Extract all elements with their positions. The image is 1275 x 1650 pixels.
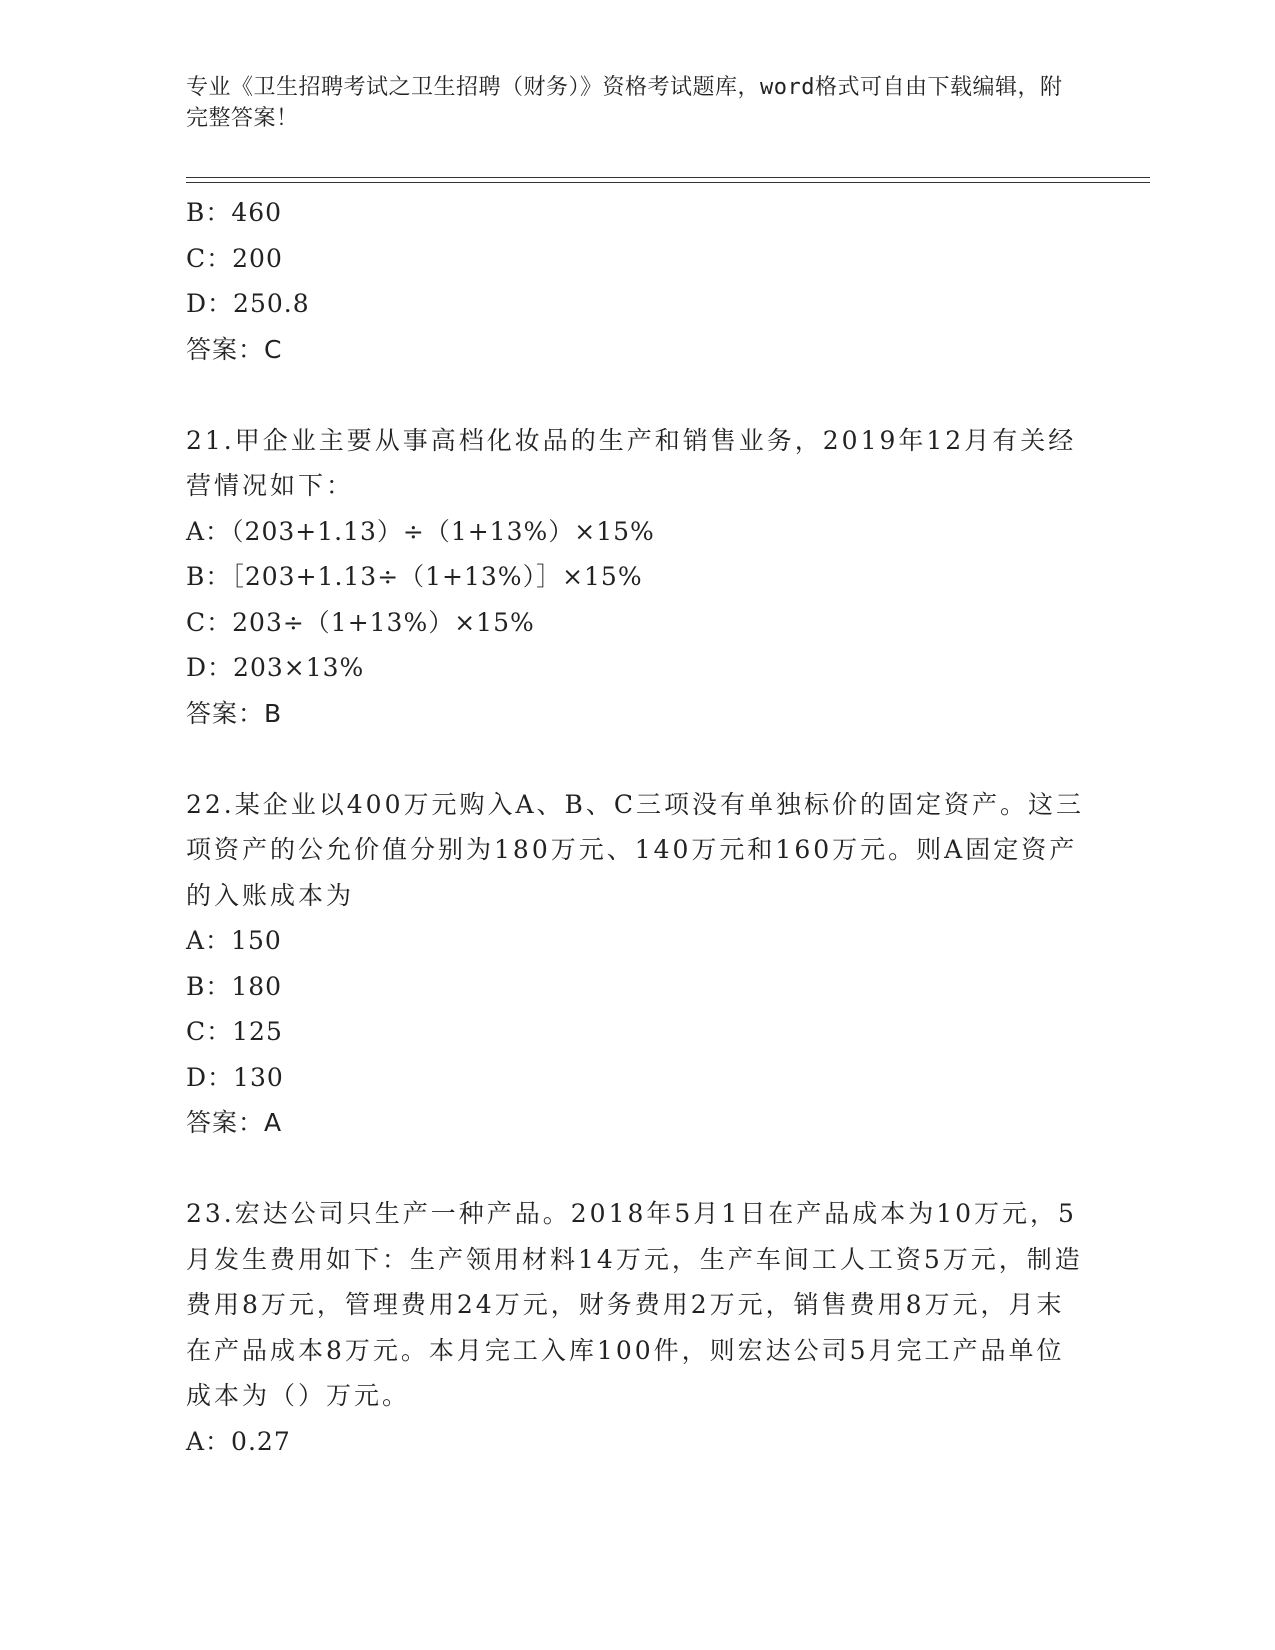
- option-c: C：200: [186, 243, 283, 273]
- question-block-20: [186, 190, 1086, 372]
- spacer: [186, 736, 1086, 782]
- header-rule-top: [186, 177, 1150, 178]
- question-block-22: [186, 782, 1086, 1146]
- answer-line: 答案：C: [186, 334, 283, 364]
- option-d: D：250.8: [186, 289, 310, 318]
- question-text: 21.甲企业主要从事高档化妆品的生产和销售业务，2019年12月有关经营情况如下：: [186, 425, 1077, 500]
- question-block-21: [186, 418, 1086, 737]
- answer-line: 答案：B: [186, 698, 283, 728]
- question-block-23: [186, 1191, 1086, 1464]
- option-d: D：130: [186, 1062, 284, 1092]
- option-c: C：125: [186, 1017, 283, 1046]
- header-rule-bottom: [186, 182, 1150, 183]
- option-d: D：203×13%: [186, 653, 365, 682]
- spacer: [186, 1146, 1086, 1192]
- option-b: B：460: [186, 198, 283, 227]
- option-b: B：180: [186, 971, 283, 1001]
- option-a: A：150: [186, 926, 282, 955]
- question-text: 23.宏达公司只生产一种产品。2018年5月1日在产品成本为10万元，5月发生费用如下：生产领用材料14万元，生产车间工人工资5万元，制造费用8万元，管理费用24万元，财务费用2万元，销售费用8万元，月末在产品成本8万元。本月完工入库100件，则宏达公司5月完工产品单位成本为（）万元。: [186, 1199, 1083, 1410]
- answer-line: 答案：A: [186, 1108, 283, 1137]
- option-c: C：203÷（1+13%）×15%: [186, 607, 535, 637]
- option-a: A：（203+1.13）÷（1+13%）×15%: [186, 516, 655, 546]
- question-content: [186, 190, 1086, 1464]
- spacer: [186, 372, 1086, 418]
- option-b: B：［203+1.13÷（1+13%）］×15%: [186, 562, 643, 591]
- option-a: A：0.27: [186, 1426, 291, 1456]
- question-text: 22.某企业以400万元购入A、B、C三项没有单独标价的固定资产。这三项资产的公允价值分别为180万元、140万元和160万元。则A固定资产的入账成本为: [186, 789, 1085, 910]
- page-header: 专业《卫生招聘考试之卫生招聘（财务）》资格考试题库，word格式可自由下载编辑，附完整答案！: [186, 75, 1063, 131]
